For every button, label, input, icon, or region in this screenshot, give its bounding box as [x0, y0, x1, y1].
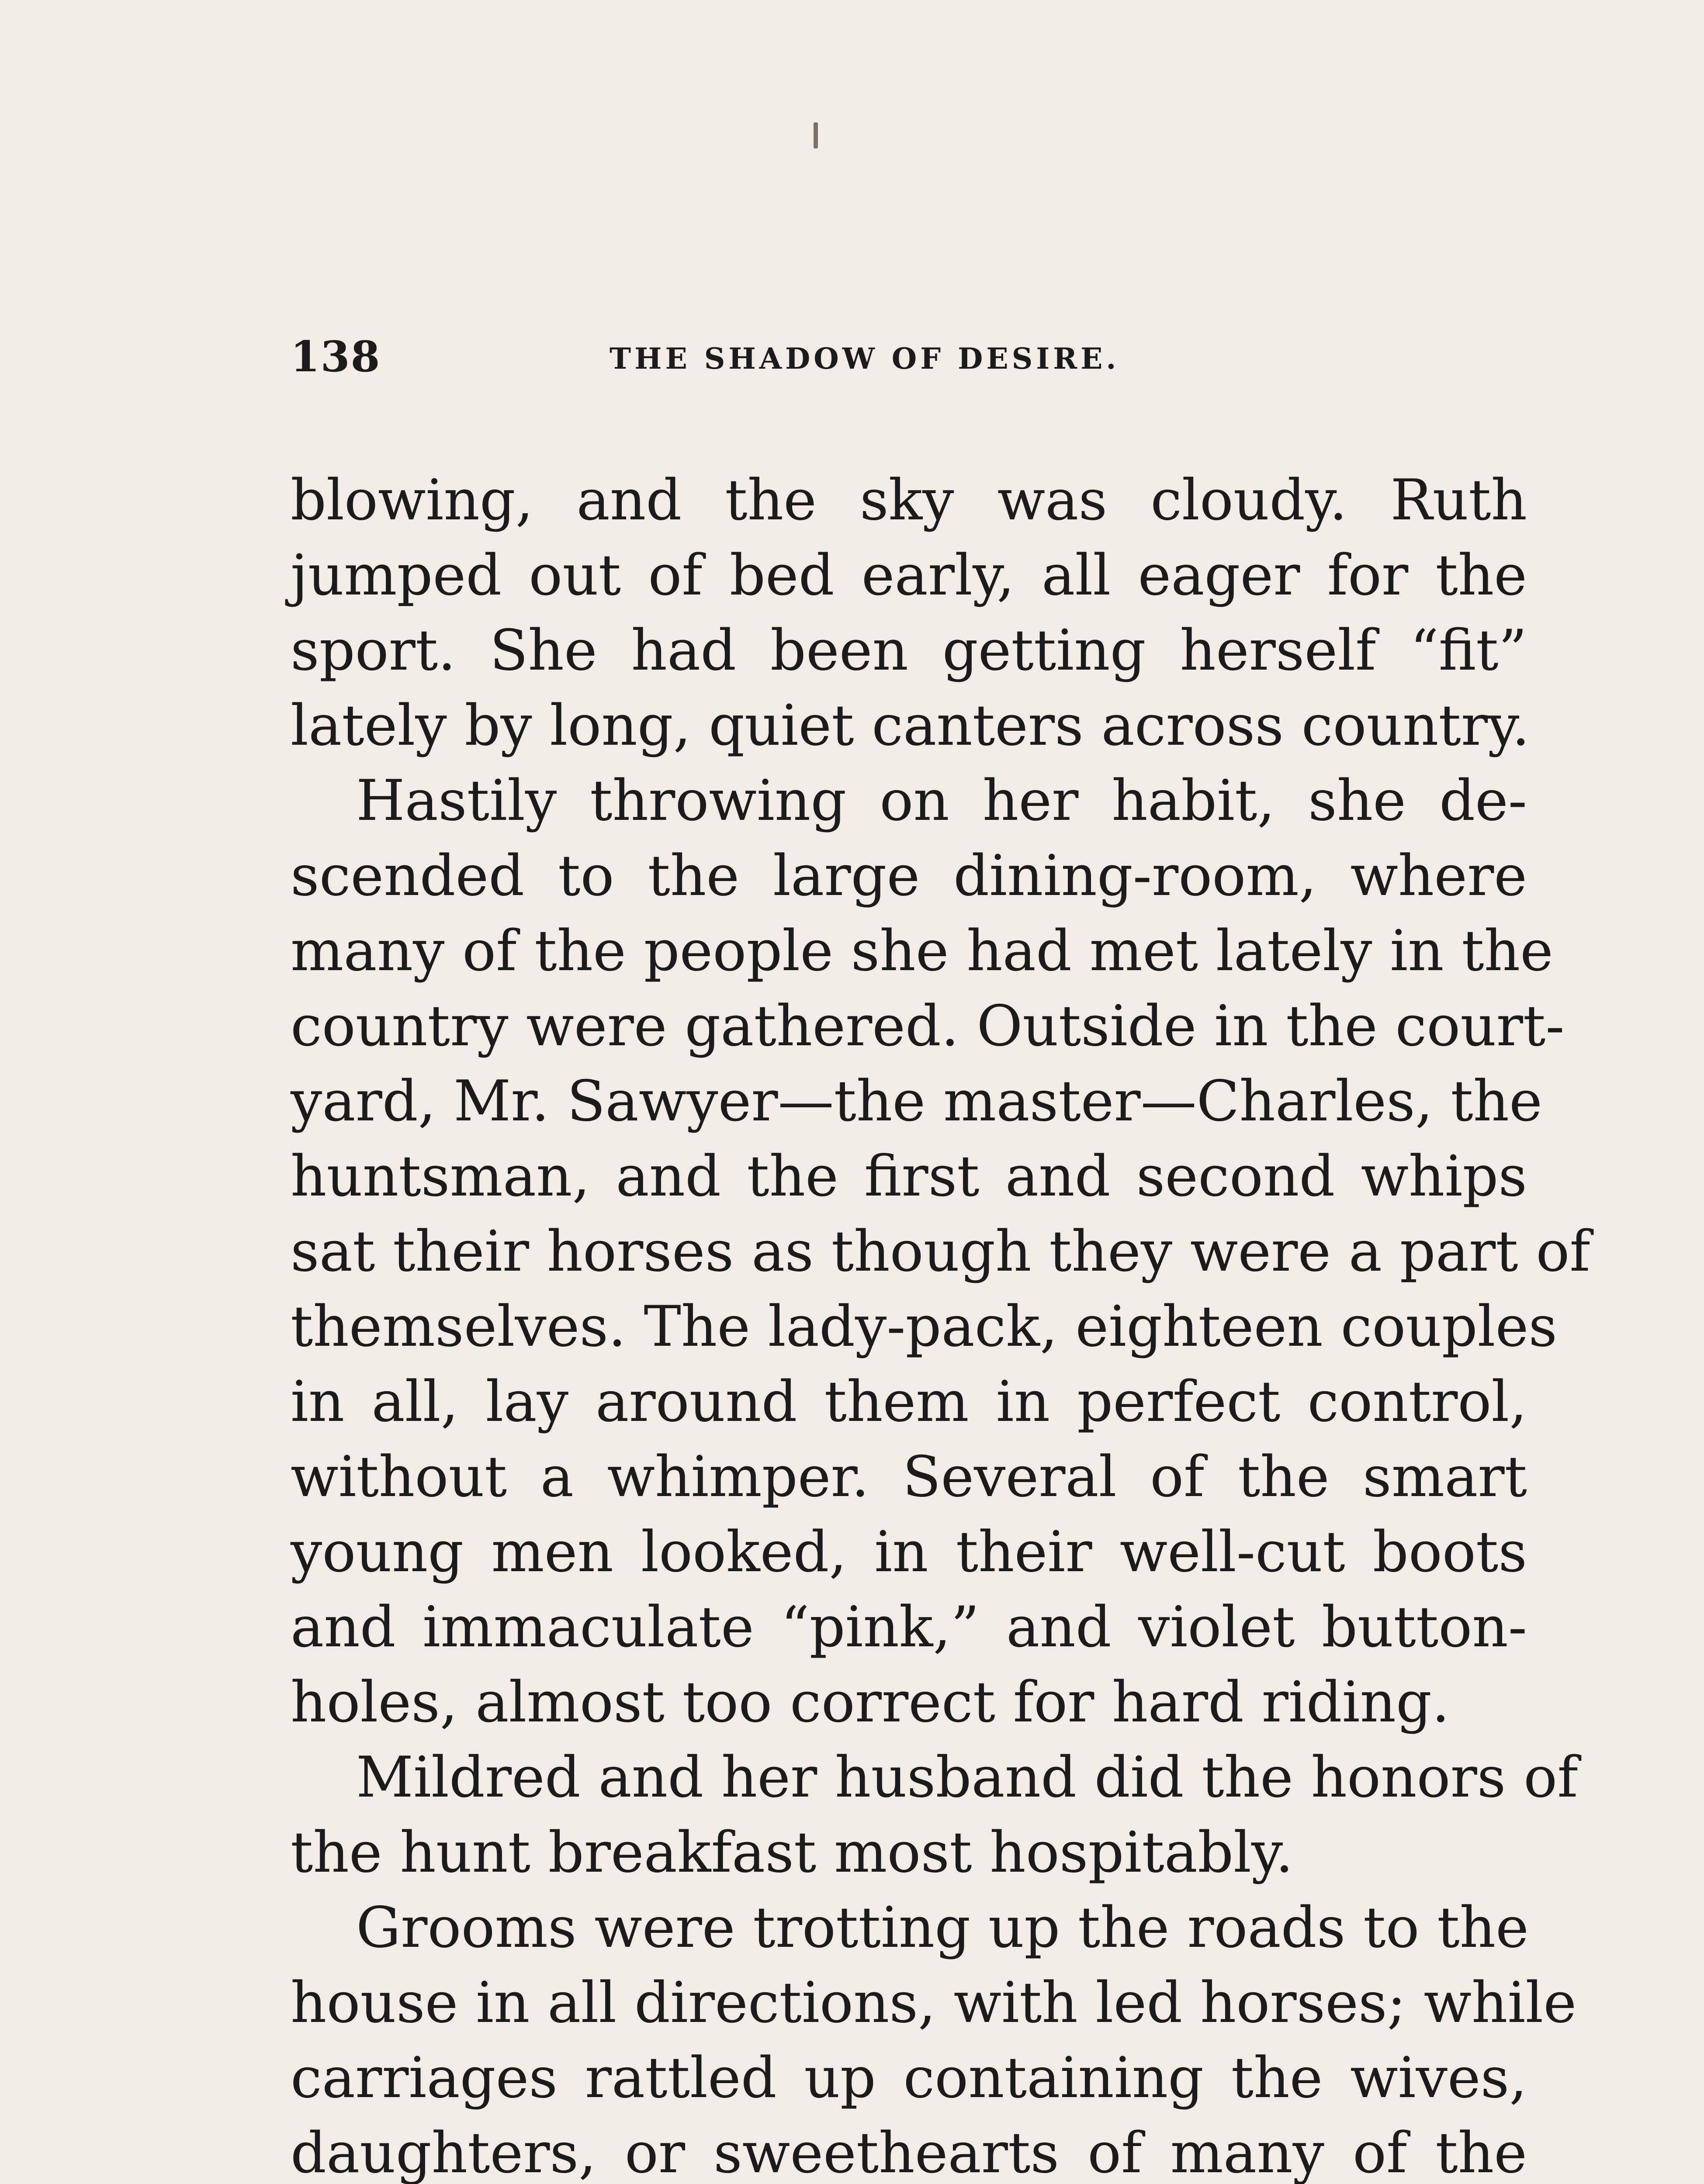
paper-mark [814, 122, 818, 149]
text-line: themselves. The lady-pack, eighteen couples [291, 1294, 1557, 1359]
text-line: and immaculate “pink,” and violet button- [291, 1595, 1527, 1660]
text-line: Hastily throwing on her habit, she de- [356, 768, 1527, 833]
running-head [291, 332, 1287, 384]
text-line: holes, almost too correct for hard riding. [291, 1670, 1450, 1735]
body-text [291, 463, 1590, 2184]
text-line: blowing, and the sky was cloudy. Ruth [291, 468, 1527, 533]
text-line: the hunt breakfast most hospitably. [291, 1820, 1293, 1885]
text-line: sport. She had been getting herself “fit” [291, 618, 1527, 683]
text-line: jumped out of bed early, all eager for the [291, 543, 1527, 608]
text-line: without a whimper. Several of the smart [291, 1444, 1527, 1510]
page-number: 138 [291, 332, 381, 381]
text-line: lately by long, quiet canters across country. [291, 693, 1530, 758]
running-title: THE SHADOW OF DESIRE. [610, 342, 1120, 376]
text-line: sat their horses as though they were a part of [291, 1219, 1590, 1284]
text-line: many of the people she had met lately in the [291, 919, 1553, 984]
text-line: huntsman, and the first and second whips [291, 1144, 1527, 1209]
text-line: in all, lay around them in perfect control, [291, 1369, 1527, 1434]
paragraph [291, 463, 1530, 764]
text-line: young men looked, in their well-cut boots [291, 1520, 1527, 1585]
text-line: carriages rattled up containing the wives, [291, 2046, 1527, 2111]
text-line: Mildred and her husband did the honors of [356, 1745, 1578, 1810]
text-line: Grooms were trotting up the roads to the [356, 1895, 1529, 1960]
text-line: house in all directions, with led horses; while [291, 1970, 1577, 2035]
paragraph [291, 1740, 1578, 1890]
paragraph [291, 1890, 1577, 2184]
paragraph [291, 764, 1590, 1740]
text-line: yard, Mr. Sawyer—the master—Charles, the [291, 1069, 1542, 1134]
text-line: daughters, or sweethearts of many of the [291, 2121, 1527, 2184]
text-line: country were gathered. Outside in the court- [291, 994, 1565, 1059]
text-line: scended to the large dining-room, where [291, 843, 1527, 909]
